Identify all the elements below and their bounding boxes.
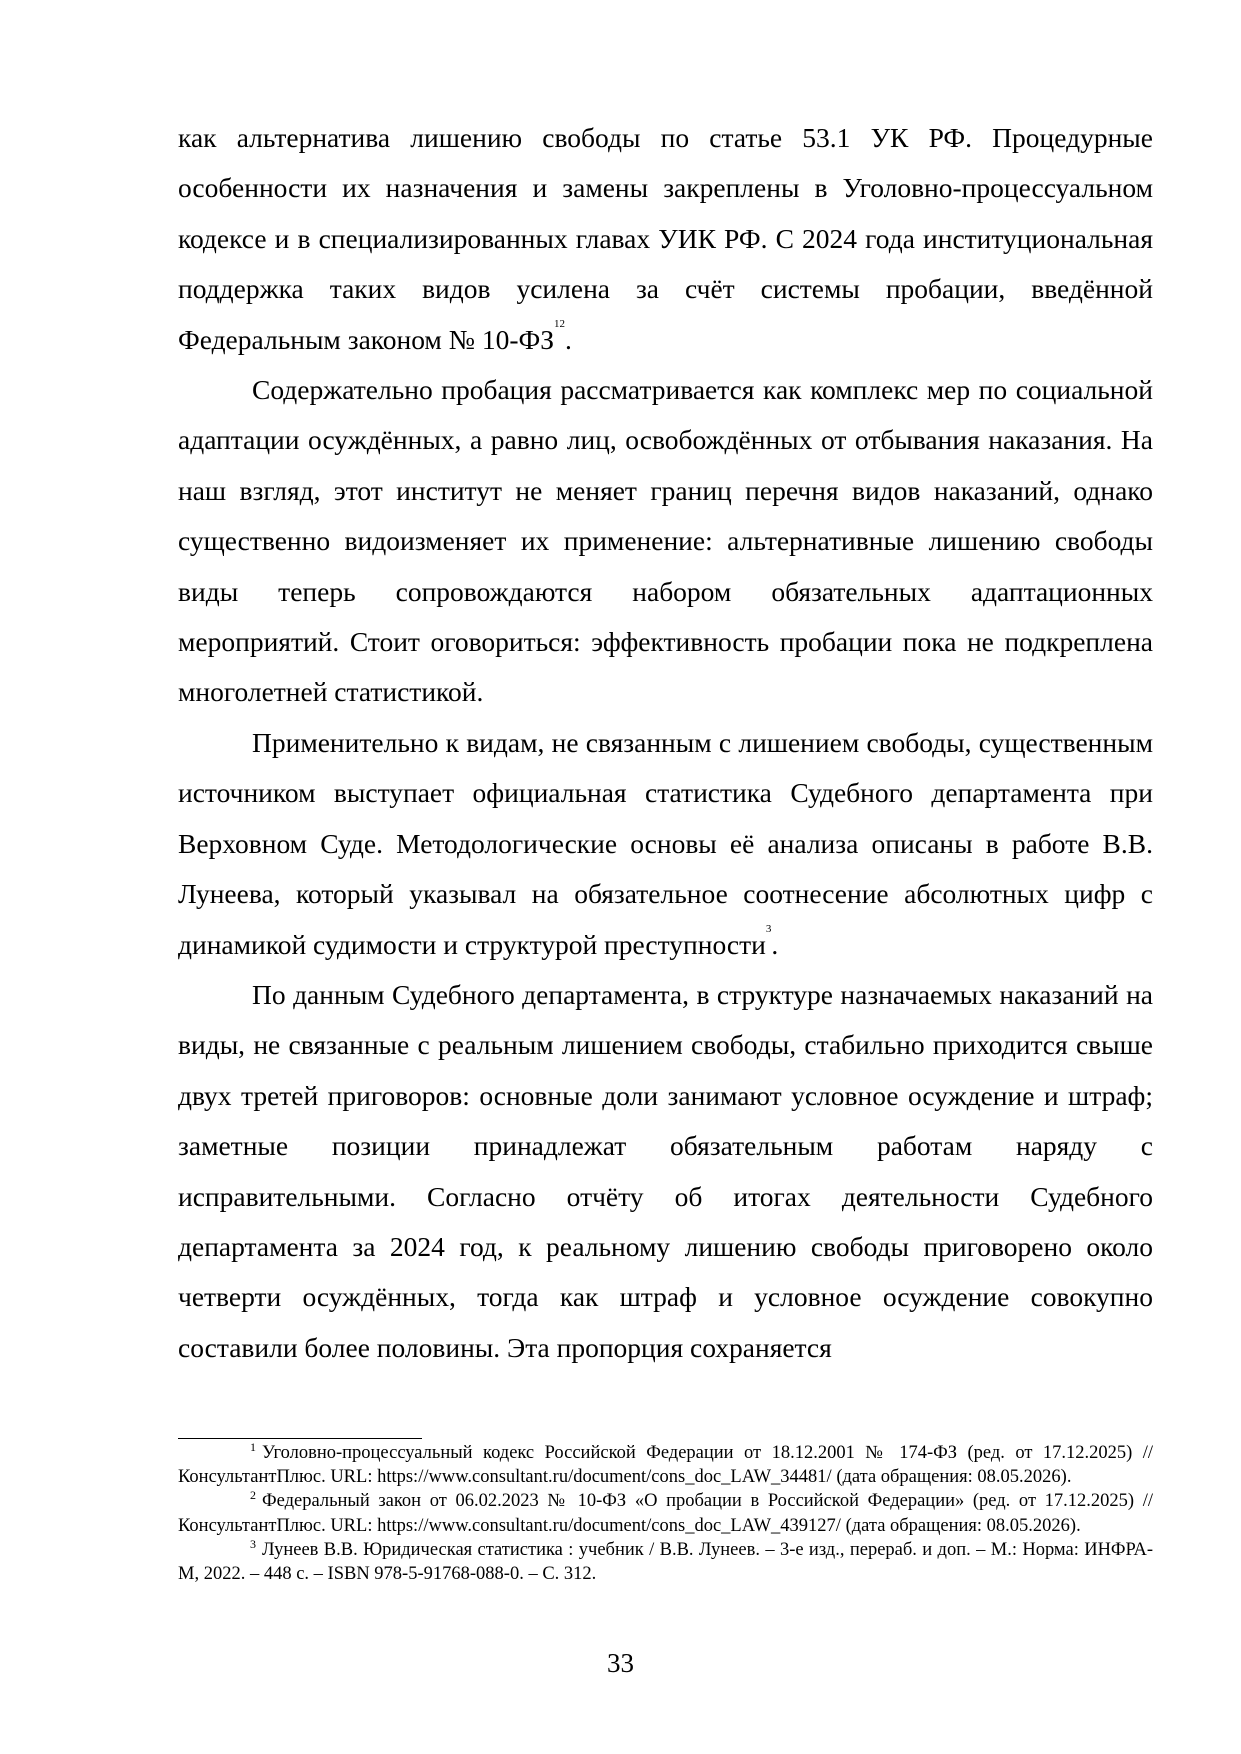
paragraph-1: как альтернатива лишению свободы по статье 53.1 УК РФ. Процедурные особенности их назначения и замены закреплены в Уголовно-процессуальном кодексе и в специализированных главах УИК РФ. С 2024 года институциональная поддержка таких видов усилена за счёт системы пробации, введённой Федеральным законом № 10-ФЗ$^{12}$. [178,122,1153,355]
footnote-reference: 3 [765,922,772,935]
footnote-2: $^2$ Федеральный закон от 06.02.2023 № 10-ФЗ «О пробации в Российской Федерации» (ред. от 17.12.2025) // КонсультантПлюс. URL: https://www.consultant.ru/document/cons_doc_LAW_439127/ (дата обращения: 08.05.2026). [178,1488,1153,1536]
footnotes [178,1441,1153,1586]
body-text [178,113,1153,1373]
footnote-reference: 12 [553,317,565,330]
page-number: 33 [607,1648,634,1678]
paragraph-2: Содержательно пробация рассматривается как комплекс мер по социальной адаптации осуждённых, а равно лиц, освобождённых от отбывания наказания. На наш взгляд, этот институт не меняет границ перечня видов наказаний, однако существенно видоизменяет их применение: альтернативные лишению свободы виды теперь сопровождаются набором обязательных адаптационных мероприятий. Стоит оговориться: эффективность пробации пока не подкреплена многолетней статистикой. [178,374,1153,708]
footnote-3: $^3$ Лунеев В.В. Юридическая статистика : учебник / В.В. Лунеев. – 3-е изд., перераб. и доп. – М.: Норма: ИНФРА-М, 2022. – 448 с. – ISBN 978-5-91768-088-0. – С. 312. [178,1536,1153,1585]
footnote-number: 2 [250,1488,256,1503]
paragraph-4: По данным Судебного департамента, в структуре назначаемых наказаний на виды, не связанные с реальным лишением свободы, стабильно приходится свыше двух третей приговоров: основные доли занимают условное осуждение и штраф; заметные позиции принадлежат обязательным работам наряду с исправительными. Согласно отчёту об итогах деятельности Судебного департамента за 2024 год, к реальному лишению свободы приговорено около четверти осуждённых, тогда как штраф и условное осуждение совокупно составили более половины. Эта пропорция сохраняется [178,978,1153,1363]
footnote-separator [178,1438,422,1439]
paragraph-3: Применительно к видам, не связанным с лишением свободы, существенным источником выступает официальная статистика Судебного департамента при Верховном Суде. Методологические основы её анализа описаны в работе В.В. Лунеева, который указывал на обязательное соотнесение абсолютных цифр с динамикой судимости и структурой преступности$^3$. [178,726,1153,960]
footnote-1: $^1$ Уголовно-процессуальный кодекс Российской Федерации от 18.12.2001 № 174-ФЗ (ред. от 17.12.2025) // КонсультантПлюс. URL: https://www.consultant.ru/document/cons_doc_LAW_34481/ (дата обращения: 08.05.2026). [178,1440,1153,1488]
footnote-number: 3 [250,1536,256,1551]
footnote-number: 1 [250,1440,256,1454]
